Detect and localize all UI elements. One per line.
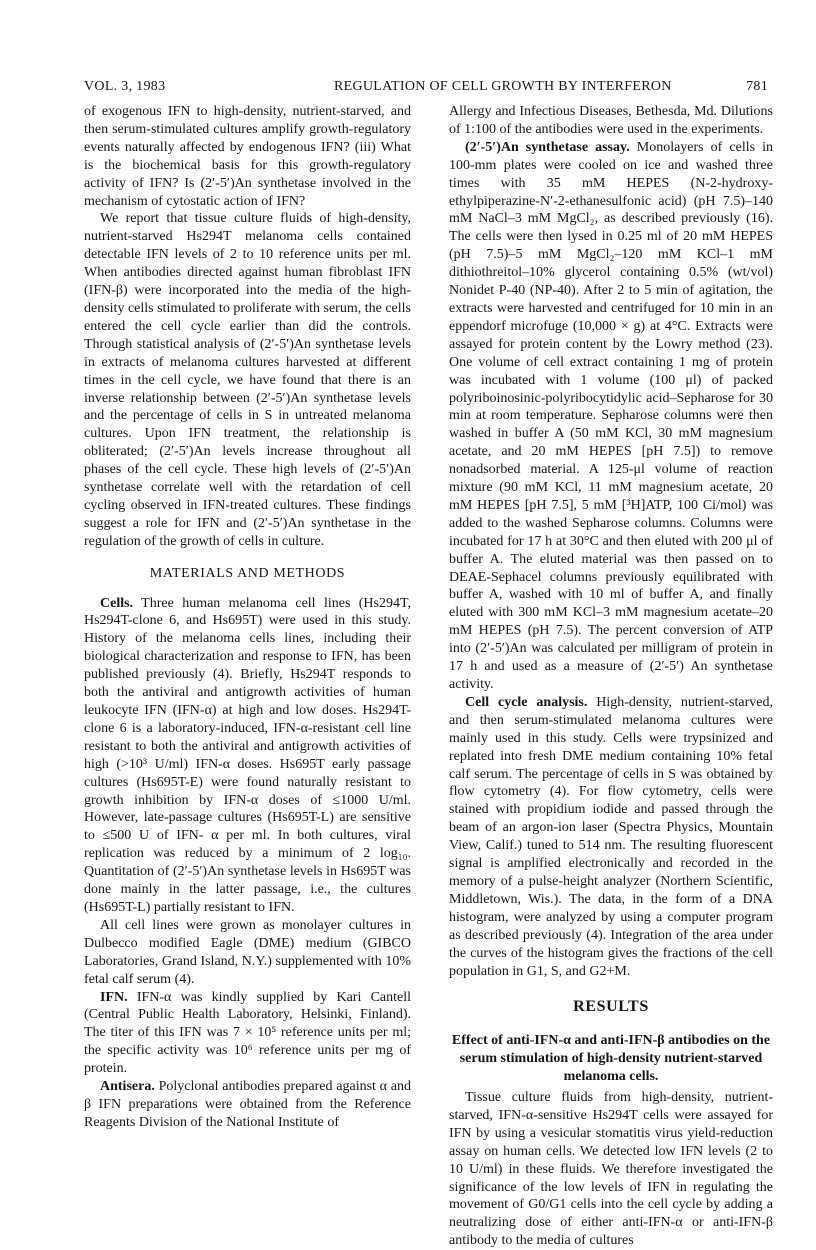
cells-text: Three human melanoma cell lines (Hs294T, Hs294T-clone 6, and Hs695T) were used in this study. History of the melanoma cells lines, including their biological characterization and response to IFN, has been published previously (4). Briefly, Hs294T responds to both the antiviral and antigrowth activities of human leukocyte IFN (IFN-α) at high and low doses. Hs294T-clone 6 is a laboratory-induced, IFN-α-resistant cell line resistant to both the antiviral and antigrowth activities of high (>10³ U/ml) IFN-α doses. Hs695T early passage cultures (Hs695T-E) were found naturally resistant to growth inhibition by IFN-α doses of ≤1000 U/ml. However, late-passage cultures (Hs695T-L) are sensitive to ≤500 U of IFN- α per ml. In both cultures, viral replication was reduced by a minimum of 2 log₁₀. Quantitation of (2′-5′)An synthetase levels in Hs695T was done mainly in the latter passage, i.e., the cultures (Hs695T-L) partially resistant to IFN. [84,595,411,915]
results-paragraph: Tissue culture fluids from high-density, nutrient-starved, IFN-α-sensitive Hs294T cells were assayed for IFN by using a vesicular stomatitis virus yield-reduction assay on human cells. We detected low IFN levels (2 to 10 U/ml) in these fluids. We therefore investigated the significance of the low levels of IFN in regulating the movement of G0/G1 cells into the cell cycle by adding a neutralizing dose of either anti-IFN-α or anti-IFN-β antibody to the media of cultures [449,1090,773,1249]
antisera-continuation: Allergy and Infectious Diseases, Bethesda, Md. Dilutions of 1:100 of the antibodies were used in the experiments. [449,104,773,137]
assay-paragraph [449,139,773,694]
cells-paragraph [84,595,411,917]
left-column [84,103,411,1132]
ifn-run-in: IFN. [100,989,128,1005]
running-header [84,79,768,101]
right-column [449,103,773,1250]
antisera-text: Polyclonal antibodies prepared against α and β IFN preparations were obtained from the Reference Reagents Division of the National Institute of [84,1079,411,1130]
page-number: 781 [746,79,768,94]
running-title: REGULATION OF CELL GROWTH BY INTERFERON [334,79,672,94]
cell-cycle-paragraph [449,694,773,981]
section-heading-results: RESULTS [573,998,649,1016]
cell-cycle-text: High-density, nutrient-starved, and then serum-stimulated melanoma cultures were mainly used in this study. Cells were trypsinized and replated into fresh DME medium containing 10% fetal calf serum. The percentage of cells in S was obtained by flow cytometry (4). For flow cytometry, cells were stained with propidium iodide and passed through the beam of an argon-ion laser (Spectra Physics, Mountain View, Calif.) tuned to 514 nm. The resulting fluorescent signal is amplified electronically and recorded in the memory of a pulse-height analyzer (Northern Scientific, Middletown, Wis.). The data, in the form of a DNA histogram, were analyzed by using a computer program as described previously (4). Integration of the area under the curves of the histogram gives the fractions of the cell population in G1, S, and G2+M. [449,694,773,979]
cells-paragraph-2: All cell lines were grown as monolayer cultures in Dulbecco modified Eagle (DME) medium (GIBCO Laboratories, Grand Island, N.Y.) supplemented with 10% fetal calf serum (4). [84,917,411,987]
cell-cycle-run-in: Cell cycle analysis. [465,694,588,710]
assay-text: Monolayers of cells in 100-mm plates were cooled on ice and washed three times with 35 mM HEPES (N-2-hydroxy-ethylpiperazine-N′-2-ethanesulfonic acid) (pH 7.5)–140 mM NaCl–3 mM MgCl₂, as described previously (16). The cells were then lysed in 0.25 ml of 20 mM HEPES (pH 7.5)–5 mM MgCl₂–120 mM KCl–1 mM dithiothreitol–10% glycerol containing 0.5% (wt/vol) Nonidet P-40 (NP-40). After 2 to 5 min of agitation, the extracts were harvested and centrifuged for 10 min in an eppendorf microfuge (10,000 × g) at 4°C. Extracts were assayed for protein content by the Lowry method (23). One volume of cell extract containing 1 mg of protein was incubated with 1 volume (100 μl) of packed polyriboinosinic-polyribocytidylic acid–Sepharose for 30 min at room temperature. Sepharose columns were then washed in buffer A (50 mM KCl, 30 mM magnesium acetate, and 20 mM HEPES [pH 7.5]) to remove nonadsorbed material. A 125-μl volume of reaction mixture (90 mM KCl, 11 mM magnesium acetate, 20 mM HEPES [pH 7.5], 5 mM [³H]ATP, 100 Ci/mol) was added to the washed Sepharose columns. Columns were incubated for 17 h at 30°C and then eluted with 200 μl of buffer A. The eluted material was then passed on to DEAE-Sephacel columns previously equilibrated with buffer A, washed with 10 ml of buffer A, and finally eluted with 300 mM KCl–3 mM magnesium acetate–20 mM HEPES (pH 7.5). The percent conversion of ATP into (2′-5′)An was calculated per milligram of protein in 17 h and used as a measure of (2′-5′) An synthetase activity. [449,139,773,692]
section-heading-materials: MATERIALS AND METHODS [149,565,346,581]
antisera-run-in: Antisera. [100,1079,155,1095]
assay-run-in: (2′-5′)An synthetase assay. [465,139,630,155]
ifn-paragraph [84,989,411,1079]
intro-paragraph-1: of exogenous IFN to high-density, nutrient-starved, and then serum-stimulated cultures amplify growth-regulatory events naturally affected by endogenous IFN? (iii) What is the biochemical basis for this growth-regulatory activity of IFN? Is (2′-5′)An synthetase involved in the mechanism of cytostatic action of IFN? [84,104,411,209]
intro-paragraph-2: We report that tissue culture fluids of high-density, nutrient-starved Hs294T melanoma cells contained detectable IFN levels of 2 to 10 reference units per ml. When antibodies directed against human fibroblast IFN (IFN-β) were incorporated into the media of the high-density cells stimulated to proliferate with serum, the cells entered the cell cycle earlier than did the controls. Through statistical analysis of (2′-5′)An synthetase levels in extracts of melanoma cultures harvested at different times in the cell cycle, we have found that there is an inverse relationship between (2′-5′)An synthetase levels and the percentage of cells in S in untreated melanoma cultures. Upon IFN treatment, the relationship is obliterated; (2′-5′)An levels increase throughout all phases of the cell cycle. These high levels of (2′-5′)An synthetase correlate well with the retardation of cell cycling observed in IFN-treated cultures. These findings suggest a role for IFN and (2′-5′)An synthetase in the regulation of the growth of cells in culture. [84,211,411,549]
results-subheading: Effect of anti-IFN-α and anti-IFN-β antibodies on the serum stimulation of high-density nutrient-starved melanoma cells. [451,1033,771,1085]
ifn-text: IFN-α was kindly supplied by Kari Cantell (Central Public Health Laboratory, Helsinki, Finland). The titer of this IFN was 7 × 10⁵ reference units per ml; the specific activity was 10⁶ reference units per mg of protein. [84,989,411,1077]
cells-run-in: Cells. [100,595,134,611]
journal-volume: VOL. 3, 1983 [84,79,166,94]
antisera-paragraph [84,1078,411,1132]
